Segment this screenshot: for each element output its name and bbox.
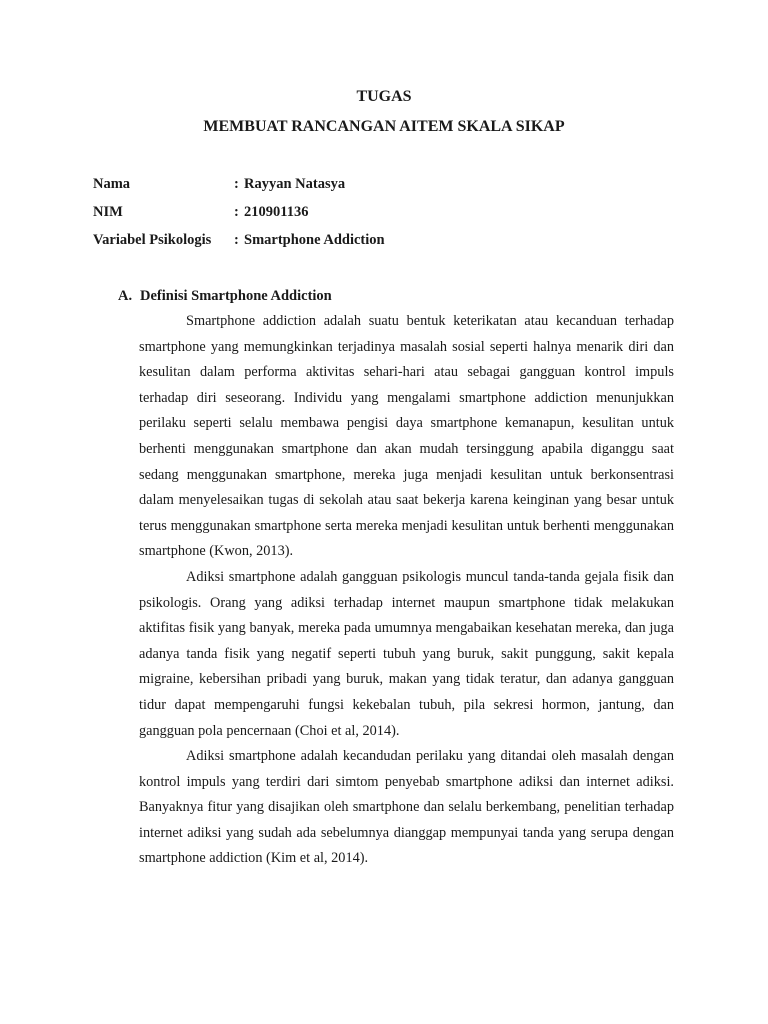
paragraph: Adiksi smartphone adalah gangguan psikologis muncul tanda-tanda gejala fisik dan psikologis. Orang yang adiksi terhadap internet maupun smartphone tidak melakukan aktifitas fisik yang banyak, mereka pada umumnya mengabaikan kesehatan mereka, dan juga adanya tanda fisik yang negatif seperti tubuh yang buruk, sakit punggung, sakit kepala migraine, kebersihan pribadi yang buruk, makan yang tidak teratur, dan adanya gangguan tidur dapat mempengaruhi fungsi kekebalan tubuh, pila sekresi hormon, jantung, dan gangguan pola pencernaan (Choi et al, 2014). — [139, 568, 674, 739]
info-row-variabel — [93, 231, 385, 259]
info-value: 210901136 — [244, 204, 309, 220]
info-label: Nama — [93, 176, 131, 192]
info-value: Smartphone Addiction — [244, 232, 385, 248]
info-label: NIM — [93, 204, 123, 220]
student-info — [93, 175, 385, 259]
info-value: Rayyan Natasya — [244, 176, 346, 192]
paragraph: Adiksi smartphone adalah kecandudan perilaku yang ditandai oleh masalah dengan kontrol impuls yang terdiri dari simtom penyebab smartphone adiksi dan internet adiksi. Banyaknya fitur yang disajikan oleh smartphone dan selalu berkembang, penelitian terhadap internet adiksi yang sudah ada sebelumnya dianggap mempunyai tanda yang serupa dengan smartphone addiction (Kim et al, 2014). — [139, 748, 674, 867]
section-title: Definisi Smartphone Addiction — [140, 288, 332, 304]
paragraph: Smartphone addiction adalah suatu bentuk keterikatan atau kecanduan terhadap smartphone yang memungkinkan terjadinya masalah sosial seperti halnya menarik diri dan kesulitan dalam performa aktivitas sehari-hari atau sebagai gangguan kontrol impuls terhadap diri seseorang. Individu yang mengalami smartphone addiction menunjukkan perilaku seperti selalu membawa pengisi daya smartphone kemanapun, kesulitan untuk berhenti menggunakan smartphone dan akan mudah tersinggung apabila diganggu saat sedang menggunakan smartphone, mereka juga menjadi kesulitan untuk berkonsentrasi dalam menyelesaikan tugas di sekolah atau saat bekerja karena keinginan yang besar untuk terus menggunakan smartphone serta mereka menjadi kesulitan untuk berhenti menggunakan smartphone (Kwon, 2013). — [139, 313, 674, 560]
info-separator: : — [234, 176, 239, 192]
section-body — [139, 309, 674, 872]
info-label: Variabel Psikologis — [93, 232, 212, 248]
document-title: TUGAS — [356, 88, 412, 105]
info-row-nim — [93, 203, 385, 231]
section-letter: A. — [118, 288, 133, 304]
document-subtitle: MEMBUAT RANCANGAN AITEM SKALA SIKAP — [203, 118, 565, 135]
info-separator: : — [234, 204, 239, 220]
section-heading — [118, 287, 674, 309]
section-a — [118, 287, 674, 309]
info-separator: : — [234, 232, 239, 248]
info-row-nama — [93, 175, 385, 203]
